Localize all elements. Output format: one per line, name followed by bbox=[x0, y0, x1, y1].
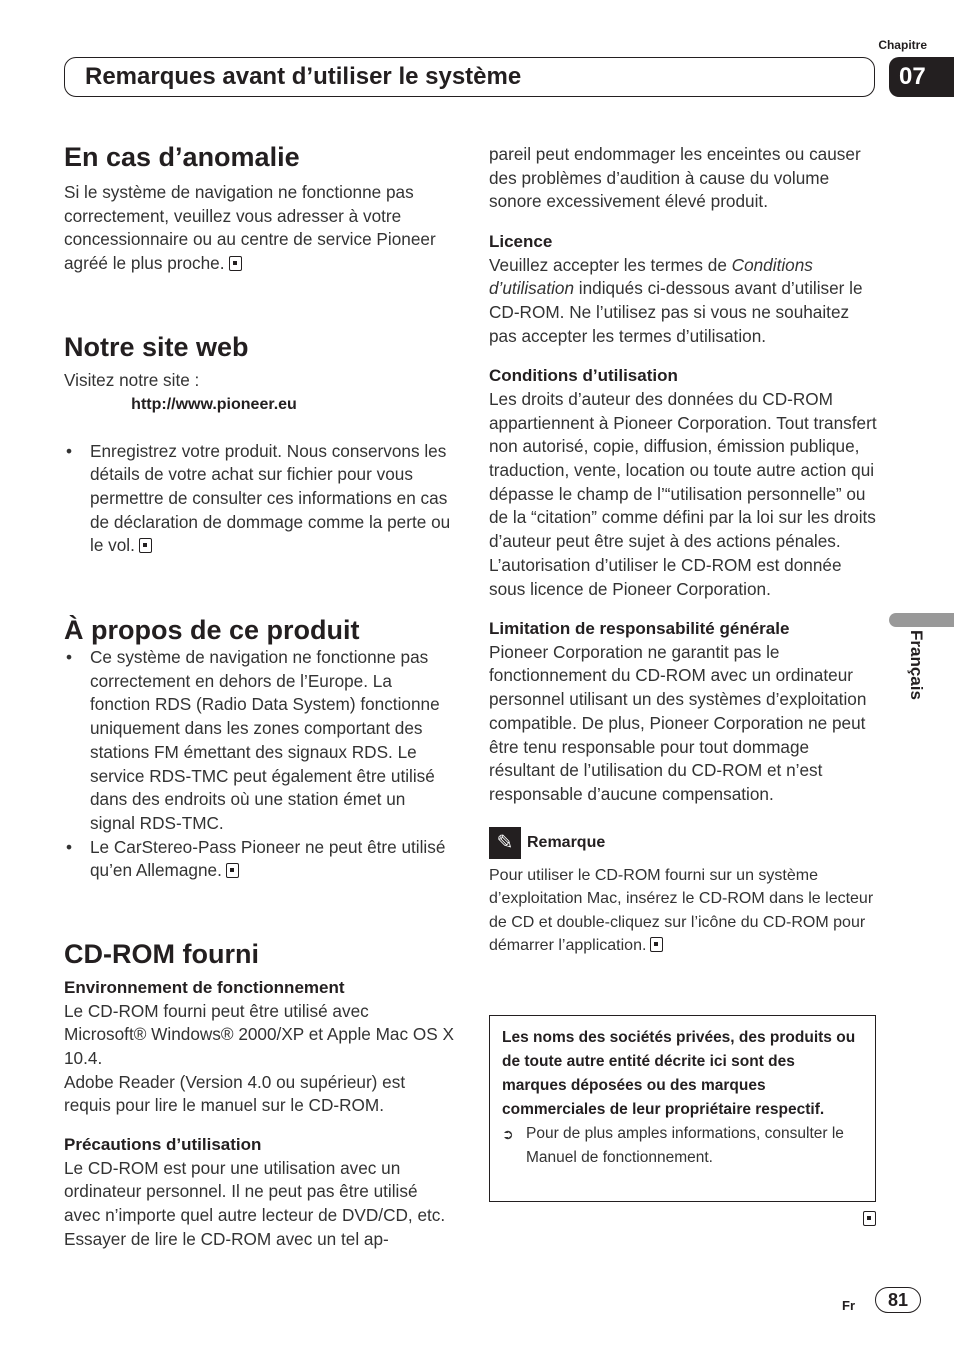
end-mark-icon bbox=[226, 863, 239, 878]
trademark-notice-box bbox=[489, 1015, 876, 1202]
licence-text: Veuillez accepter les termes de Conditions d’utilisation indiqués ci-dessous avant d’utiliser le CD-ROM. Ne l’utilisez pas si vous ne souhaitez pas accepter les termes d’utilisation. bbox=[489, 254, 863, 346]
left-column bbox=[64, 138, 454, 1251]
site-web-list bbox=[64, 440, 454, 559]
env-text-2: Adobe Reader (Version 4.0 ou supérieur) est requis pour lire le manuel sur le CD-ROM. bbox=[64, 1071, 406, 1116]
end-mark-icon bbox=[650, 937, 663, 952]
limitation-title: Limitation de responsabilité générale bbox=[489, 619, 790, 639]
remarque-text: Pour utiliser le CD-ROM fourni sur un système d’exploitation Mac, insérez le CD-ROM dans le lecteur de CD et double-cliquez sur l’icône du CD-ROM pour démarrer l’application. bbox=[489, 866, 874, 955]
limitation-text: Pioneer Corporation ne garantit pas le fonctionnement du CD-ROM avec un ordinateur personnel utilisant un des systèmes d’exploitation compatible. De plus, Pioneer Corporation ne peut être tenu responsable pour tout dommage résultant de l’utilisation du CD-ROM et n’est responsable d’aucune compensation. bbox=[489, 641, 867, 804]
list-item: • Enregistrez votre produit. Nous conservons les détails de votre achat sur fichier pour vous permettre de consulter ces informations en cas de déclaration de dommage comme la perte ou le vol. bbox=[64, 440, 454, 559]
trademark-notice-text: Les noms des sociétés privées, des produits ou de toute autre entité décrite ici sont des marques déposées ou des marques commerciales de leur propriétaire respectif. bbox=[502, 1029, 856, 1118]
licence-title: Licence bbox=[489, 232, 553, 252]
produit-list bbox=[64, 646, 454, 883]
end-mark-icon bbox=[863, 1211, 876, 1226]
right-column bbox=[489, 143, 877, 958]
section-title-anomalie: En cas d’anomalie bbox=[64, 142, 300, 172]
section-title-site-web: Notre site web bbox=[64, 331, 249, 362]
footer-language: Fr bbox=[842, 1298, 855, 1313]
chapter-number: 07 bbox=[889, 57, 954, 97]
remarque-label: Remarque bbox=[527, 833, 606, 851]
end-mark-icon bbox=[229, 256, 242, 271]
section-title-cdrom: CD-ROM fourni bbox=[64, 939, 259, 970]
language-tab-label: Français bbox=[907, 630, 926, 700]
end-mark-icon bbox=[139, 538, 152, 553]
remarque-heading bbox=[489, 827, 877, 859]
site-web-intro: Visitez notre site : bbox=[64, 369, 200, 390]
trademark-arrow-item: ➲ Pour de plus amples informations, consulter le Manuel de fonctionnement. bbox=[502, 1122, 863, 1170]
chapter-title: Remarques avant d’utiliser le système bbox=[64, 57, 875, 97]
language-tab-marker bbox=[889, 613, 954, 627]
list-item: • Ce système de navigation ne fonctionne pas correctement en dehors de l’Europe. La fonction RDS (Radio Data System) fonctionne uniquement dans les zones comportant des stations FM émettant des signaux RDS. Le service RDS-TMC peut également être utilisé dans des endroits où une station émet un signal RDS-TMC. bbox=[64, 646, 454, 836]
page-number: 81 bbox=[875, 1287, 921, 1313]
continued-text: pareil peut endommager les enceintes ou causer des problèmes d’audition à cause du volume sonore excessivement élevé produit. bbox=[489, 144, 861, 212]
env-title: Environnement de fonctionnement bbox=[64, 978, 345, 998]
section-title-produit: À propos de ce produit bbox=[64, 615, 360, 646]
anomalie-text: Si le système de navigation ne fonctionne pas correctement, veuillez vous adresser à votre concessionnaire ou au centre de service Pioneer agréé le plus proche. bbox=[64, 182, 436, 274]
chapter-label: Chapitre bbox=[878, 38, 927, 52]
conditions-title: Conditions d’utilisation bbox=[489, 366, 678, 386]
conditions-text: Les droits d’auteur des données du CD-ROM appartiennent à Pioneer Corporation. Tout transfert non autorisé, copie, diffusion, émission publique, traduction, vente, location ou toute autre action qui dépasse le champ de l’“utilisation personnelle” ou de la “citation” comme défini par la loi sur les droits d’auteur peut être sujet à des actions pénales. L’autorisation d’utiliser le CD-ROM est donnée sous licence de Pioneer Corporation. bbox=[489, 388, 877, 599]
website-link[interactable]: http://www.pioneer.eu bbox=[131, 395, 297, 413]
pencil-note-icon: ✎ bbox=[489, 827, 521, 859]
env-text-1: Le CD-ROM fourni peut être utilisé avec Microsoft® Windows® 2000/XP et Apple Mac OS X 10.4. bbox=[64, 1000, 454, 1068]
list-item: • Le CarStereo-Pass Pioneer ne peut être utilisé qu’en Allemagne. bbox=[64, 836, 454, 883]
prec-title: Précautions d’utilisation bbox=[64, 1135, 262, 1155]
prec-text: Le CD-ROM est pour une utilisation avec un ordinateur personnel. Il ne peut pas être utilisé avec n’importe quel autre lecteur de DVD/CD, etc. Essayer de lire le CD-ROM avec un tel ap- bbox=[64, 1157, 446, 1249]
